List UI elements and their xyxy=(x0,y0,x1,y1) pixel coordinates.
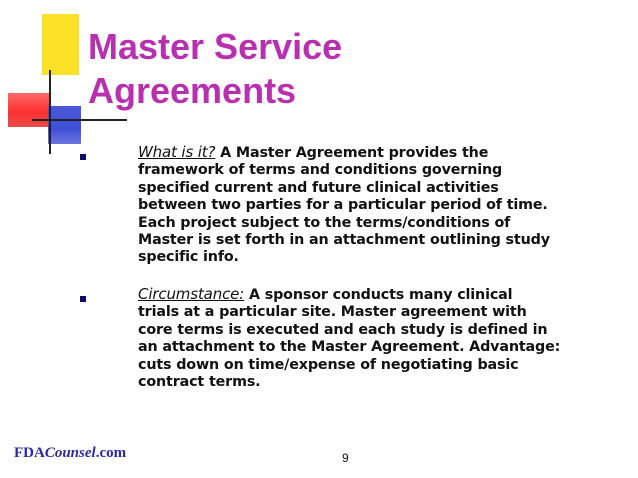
decoration-blue-square xyxy=(48,106,81,144)
bullet-label: Circumstance: xyxy=(138,285,245,303)
decoration-vertical-line xyxy=(49,70,51,154)
bullet-line: cuts down on time/expense of negotiating basic xyxy=(138,356,519,373)
brand-prefix: FDA xyxy=(14,445,45,461)
bullet-line: framework of terms and conditions governing xyxy=(138,162,503,179)
bullet-line: core terms is executed and each study is defined in xyxy=(138,321,548,338)
bullet-line: specified current and future clinical activities xyxy=(138,179,499,196)
footer-brand xyxy=(14,445,126,462)
square-bullet-icon xyxy=(80,296,86,302)
bullet-text xyxy=(138,144,618,267)
bullet-line: contract terms. xyxy=(138,374,261,391)
bullet-line: an attachment to the Master Agreement. Advantage: xyxy=(138,339,561,356)
decoration-red-square xyxy=(8,93,50,127)
bullet-label: What is it? xyxy=(138,143,216,161)
slide-title xyxy=(88,25,342,113)
decoration-horizontal-line xyxy=(32,119,127,121)
bullet-line: Each project subject to the terms/conditions of xyxy=(138,214,511,231)
bullet-line: specific info. xyxy=(138,249,239,266)
bullet-text xyxy=(138,286,618,391)
page-number: 9 xyxy=(342,451,349,465)
brand-suffix: .com xyxy=(95,445,127,461)
square-bullet-icon xyxy=(80,154,86,160)
brand-middle: Counsel xyxy=(44,445,96,461)
slide-title-line-1: Master Service xyxy=(88,26,343,67)
bullet-line: trials at a particular site. Master agreement with xyxy=(138,304,527,321)
bullet-line: A sponsor conducts many clinical xyxy=(248,287,513,303)
bullet-line: between two parties for a particular period of time. xyxy=(138,197,548,214)
slide-title-line-2: Agreements xyxy=(88,70,297,111)
bullet-line: Master is set forth in an attachment outlining study xyxy=(138,232,550,249)
decoration-yellow-square xyxy=(42,14,79,75)
bullet-line: A Master Agreement provides the xyxy=(220,145,489,161)
